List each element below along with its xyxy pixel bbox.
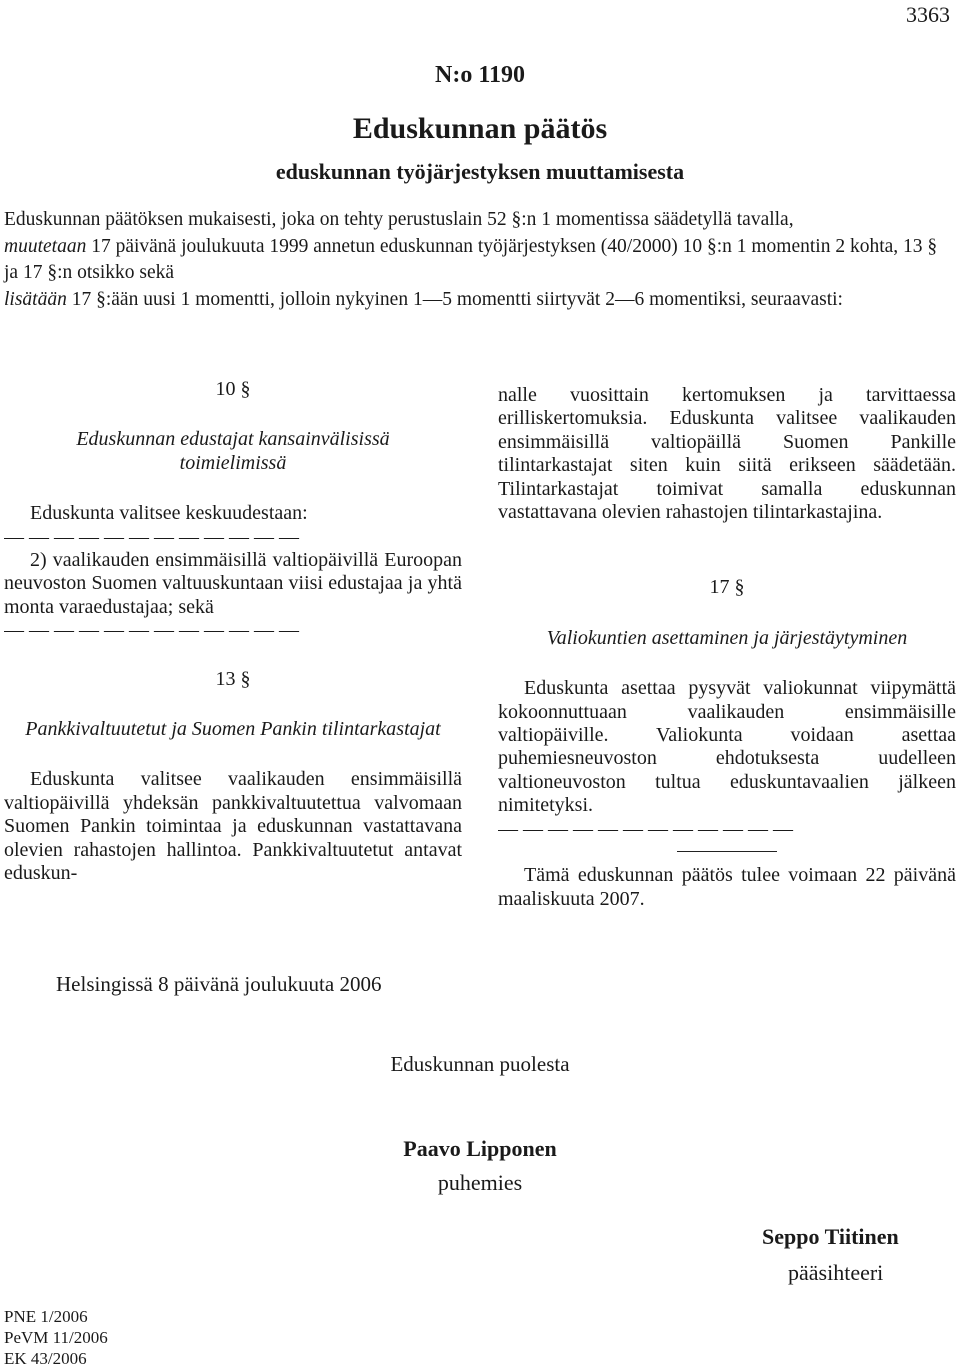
reference-item: PNE 1/2006 [4,1307,88,1326]
dash-separator: — — — — — — — — — — — — [4,525,299,548]
document-number: N:o 1190 [435,62,525,88]
section-10-lead: Eduskunta valitsee keskuudestaan: [30,502,308,525]
dash-separator: — — — — — — — — — — — — [498,817,793,840]
section-10-item-2: 2) vaalikauden ensimmäisillä valtiopäivillä Euroopan neuvoston Suomen valtuuskuntaan viisi edustajaa ja yhtä monta varaedustajaa; sekä [4,549,462,618]
section-10-number: 10 § [215,378,251,400]
section-13-body: Eduskunta valitsee vaalikauden ensimmäisillä valtiopäivillä yhdeksän pankkivaltuutettua valvomaan Suomen Pankin toimintaa ja eduskunnan vastattavana olevien rahastojen hallintoa. Pankkivaltuutetut antavat eduskun- [4,768,462,885]
add-clause [4,287,956,314]
intro-text [4,207,956,313]
section-13-number: 13 § [215,667,251,690]
page-title: Eduskunnan päätös [352,112,608,145]
section-10-title: Eduskunnan edustajat kansainvälisissä toimielimissä [76,428,390,474]
signature-role-secretary: pääsihteeri [788,1260,884,1285]
section-17-body: Eduskunta asettaa pysyvät valiokunnat viipymättä kokoonnuttuaan vaalikauden ensimmäisille valtiopäiville. Valiokunta voidaan asettaa puhemiesneuvoston ehdotuksesta uudelleen valtioneuvoston tultua eduskuntavaalien jälkeen nimitetyksi. [498,677,956,817]
dash-separator: — — — — — — — — — — — — [4,619,299,642]
section-17-number: 17 § [709,576,745,599]
references [4,1306,108,1369]
amend-keyword: muutetaan [4,235,87,257]
right-column [498,384,956,911]
divider-rule [677,851,777,852]
signature-name-speaker: Paavo Lipponen [403,1136,557,1161]
section-17-title: Valiokuntien asettaminen ja järjestäytyminen [546,626,908,649]
add-text: 17 §:ään uusi 1 momentti, jolloin nykyinen 1—5 momentti siirtyvät 2—6 momentiksi, seuraavasti: [66,288,843,310]
place-date: Helsingissä 8 päivänä joulukuuta 2006 [56,972,382,996]
signature-role-speaker: puhemies [437,1170,523,1195]
effective-date: Tämä eduskunnan päätös tulee voimaan 22 päivänä maaliskuuta 2007. [498,864,956,910]
on-behalf: Eduskunnan puolesta [390,1052,570,1076]
intro-line: Eduskunnan päätöksen mukaisesti, joka on tehty perustuslain 52 §:n 1 momentissa säädetyllä tavalla, [4,209,794,230]
section-13-continuation: nalle vuosittain kertomuksen ja tarvittaessa erilliskertomuksia. Eduskunta valitsee vaalikauden ensimmäisillä valtiopäillä Suomen Pankille tilintarkastajat siten kuin siitä erikseen säädetään. Tilintarkastajat toimivat samalla eduskunnan vastattavana olevien rahastojen tilintarkastajina. [498,384,956,524]
page-subtitle: eduskunnan työjärjestyksen muuttamisesta [275,159,685,184]
reference-item: EK 43/2006 [4,1349,87,1368]
add-keyword: lisätään [4,288,67,310]
section-13-title: Pankkivaltuutetut ja Suomen Pankin tilintarkastajat [25,718,441,741]
page-number: 3363 [906,2,950,27]
amend-text: 17 päivänä joulukuuta 1999 annetun eduskunnan työjärjestyksen (40/2000) 10 §:n 1 momentin 2 kohta, 13 § ja 17 §:n otsikko sekä [4,235,938,283]
reference-item: PeVM 11/2006 [4,1328,108,1347]
left-column [4,378,462,886]
amend-clause [4,234,956,287]
signature-name-secretary: Seppo Tiitinen [762,1224,899,1249]
